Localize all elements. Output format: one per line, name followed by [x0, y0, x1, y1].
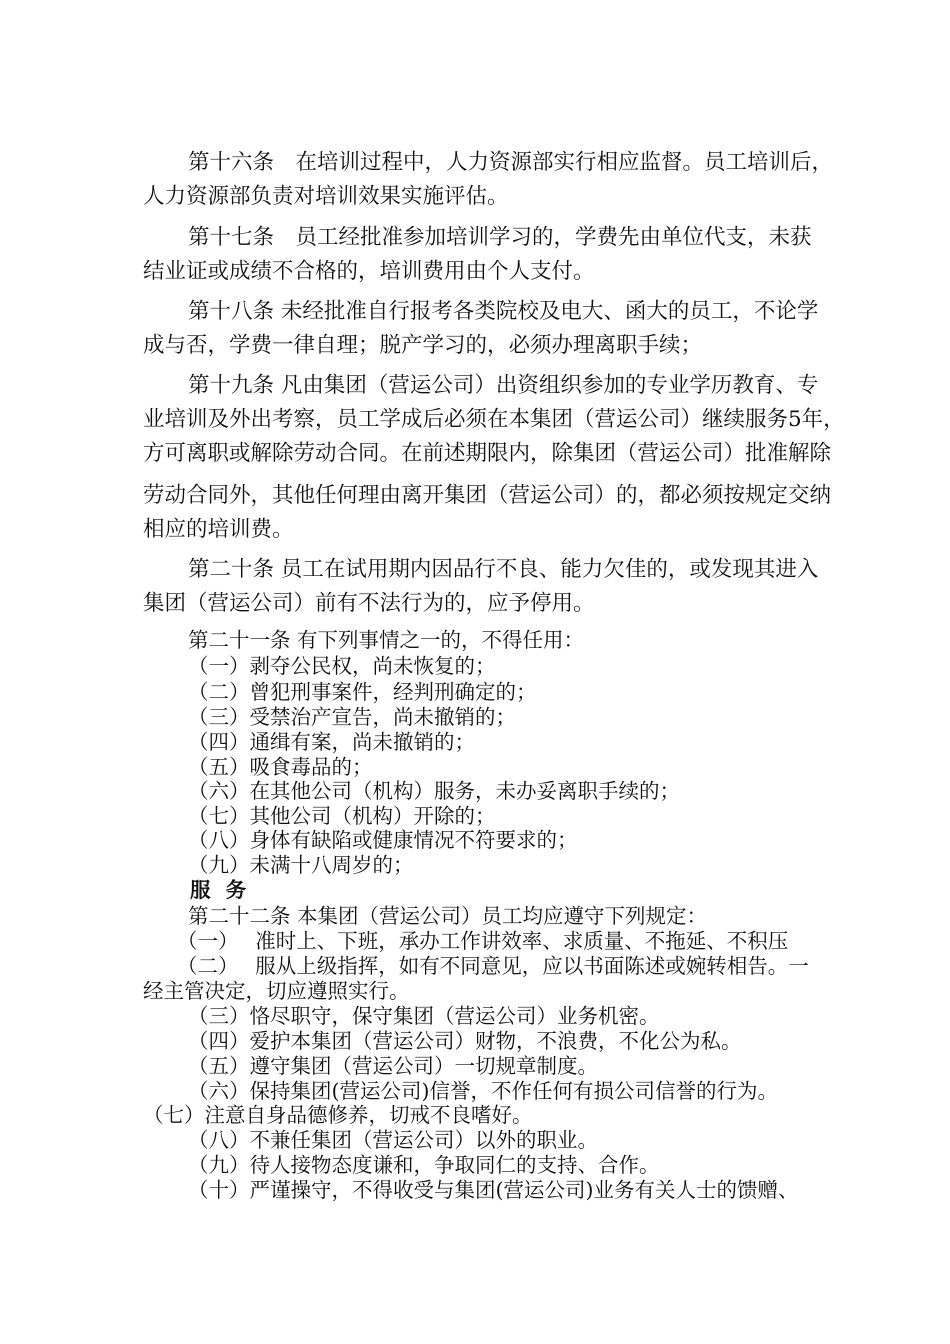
article-20-line-2: 集团（营运公司）前有不法行为的，应予停用。 — [143, 591, 595, 616]
article-21-item-1: （一）剥夺公民权，尚未恢复的； — [188, 654, 496, 678]
article-19-line-2: 业培训及外出考察，员工学成后必须在本集团（营运公司）继续服务5年， — [143, 407, 845, 432]
article-19-line-4: 劳动合同外，其他任何理由离开集团（营运公司）的，都必须按规定交纳 — [143, 483, 832, 508]
article-19-line-1: 第十九条 凡由集团（营运公司）出资组织参加的专业学历教育、专 — [188, 373, 819, 398]
article-21-item-5: （五）吸食毒品的； — [188, 755, 373, 779]
article-20-line-1: 第二十条 员工在试用期内因品行不良、能力欠佳的，或发现其进入 — [188, 557, 819, 582]
article-18-line-2: 成与否，学费一律自理；脱产学习的，必须办理离职手续； — [143, 333, 703, 358]
article-22-item-1: （一） 准时上、下班，承办工作讲效率、求质量、不拖延、不积压 — [177, 929, 789, 953]
article-19-line-5: 相应的培训费。 — [143, 517, 294, 542]
article-21-item-7: （七）其他公司（机构）开除的； — [188, 804, 496, 828]
article-22-heading: 第二十二条 本集团（营运公司）员工均应遵守下列规定： — [188, 904, 708, 928]
article-22-item-5: （五）遵守集团（营运公司）一切规章制度。 — [188, 1054, 598, 1078]
article-22-item-2-line-1: （二） 服从上级指挥，如有不同意见，应以书面陈述或婉转相告。一 — [177, 954, 809, 978]
article-22-item-7: （七）注意自身品德修养，切戒不良嗜好。 — [143, 1103, 533, 1127]
article-22-item-4: （四）爱护本集团（营运公司）财物，不浪费，不化公为私。 — [188, 1029, 742, 1053]
article-18-line-1: 第十八条 未经批准自行报考各类院校及电大、函大的员工，不论学 — [188, 299, 819, 324]
section-title-service: 服 务 — [190, 878, 251, 902]
article-17-line-2: 结业证或成绩不合格的，培训费用由个人支付。 — [143, 259, 595, 284]
article-17-line-1: 第十七条 员工经批准参加培训学习的，学费先由单位代支，未获 — [188, 225, 812, 250]
article-22-item-3: （三）恪尽职守，保守集团（营运公司）业务机密。 — [188, 1004, 660, 1028]
article-22-item-2-line-2: 经主管决定，切应遵照实行。 — [143, 979, 410, 1003]
article-22-item-6: （六）保持集团(营运公司)信誉，不作任何有损公司信誉的行为。 — [188, 1079, 778, 1103]
article-21-item-4: （四）通缉有案，尚未撤销的； — [188, 730, 475, 754]
article-22-item-9: （九）待人接物态度谦和，争取同仁的支持、合作。 — [188, 1153, 660, 1177]
article-21-heading: 第二十一条 有下列事情之一的，不得任用： — [188, 628, 585, 652]
article-21-item-8: （八）身体有缺陷或健康情况不符要求的； — [188, 828, 578, 852]
article-21-item-6: （六）在其他公司（机构）服务，未办妥离职手续的； — [188, 779, 680, 803]
article-16-line-1: 第十六条 在培训过程中，人力资源部实行相应监督。员工培训后， — [188, 150, 834, 175]
article-16-line-2: 人力资源部负责对培训效果实施评估。 — [143, 184, 509, 209]
article-19-line-3: 方可离职或解除劳动合同。在前述期限内，除集团（营运公司）批准解除 — [143, 441, 832, 466]
article-21-item-2: （二）曾犯刑事案件，经判刑确定的； — [188, 680, 537, 704]
article-22-item-10: （十）严谨操守，不得收受与集团(营运公司)业务有关人士的馈赠、 — [188, 1178, 799, 1202]
article-21-item-9: （九）未满十八周岁的； — [188, 853, 414, 877]
article-21-item-3: （三）受禁治产宣告，尚未撤销的； — [188, 705, 516, 729]
article-22-item-8: （八）不兼任集团（营运公司）以外的职业。 — [188, 1128, 598, 1152]
